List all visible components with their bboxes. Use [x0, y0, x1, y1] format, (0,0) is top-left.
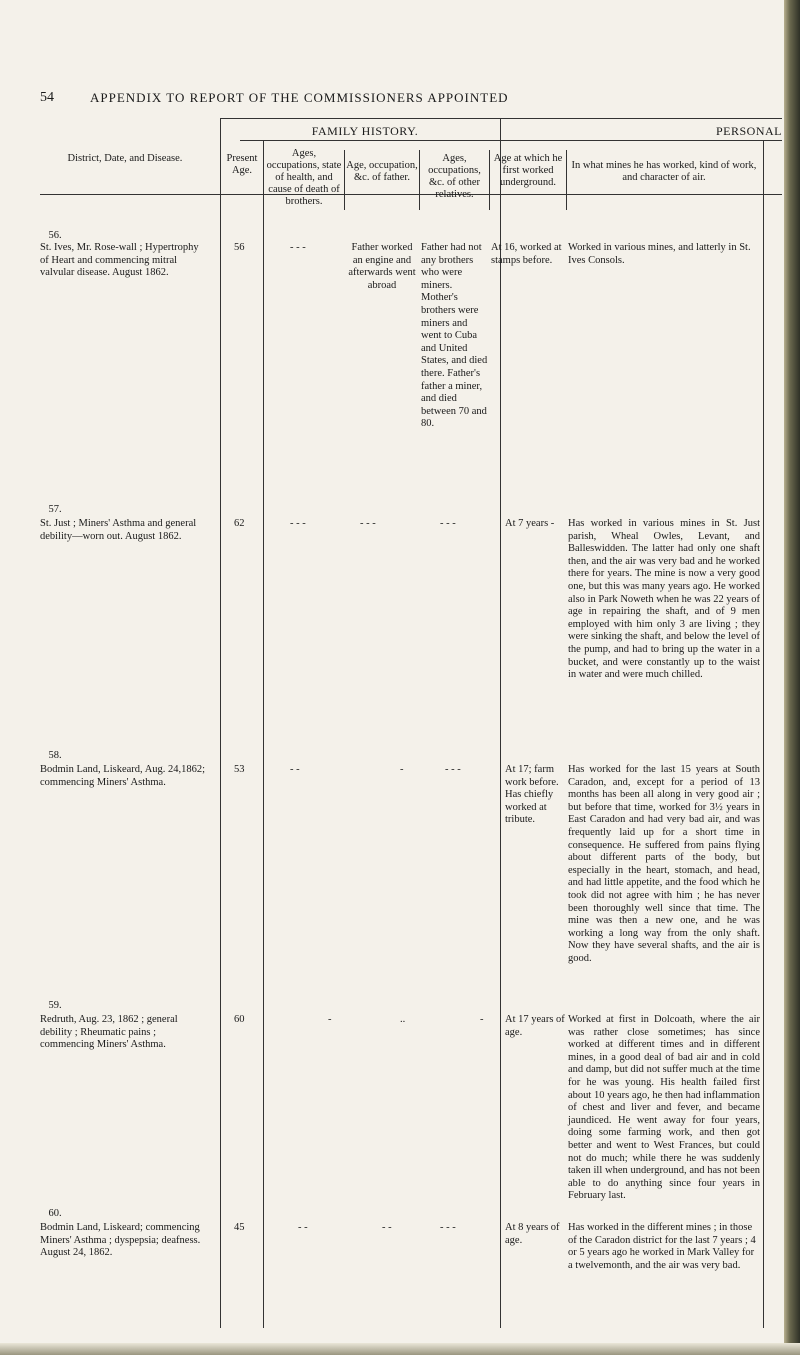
row-59-relatives: -	[480, 1014, 484, 1025]
rule-top	[220, 118, 782, 119]
row-56-mines: Worked in various mines, and latterly in St. Ives Consols.	[568, 242, 751, 266]
row-58-brothers: - -	[290, 764, 300, 775]
rule-group	[240, 140, 782, 141]
row-56-number: 56.	[48, 230, 62, 241]
row-58-father: -	[400, 764, 404, 775]
row-57-relatives: - - -	[440, 518, 456, 529]
row-59-father: ..	[400, 1014, 406, 1025]
row-59-age-first: At 17 years of age.	[505, 1014, 565, 1038]
rule-col-5	[489, 150, 490, 210]
running-head: APPENDIX TO REPORT OF THE COMMISSIONERS APPOINTED	[90, 90, 509, 105]
col-header-father: Age, occupation, &c. of father.	[346, 160, 418, 183]
row-57-brothers: - - -	[290, 518, 306, 529]
row-57-age-first: At 7 years -	[505, 518, 555, 529]
row-56-district: St. Ives, Mr. Rose-wall ; Hypertrophy of Heart and commencing mitral valvular disease. August 1862.	[40, 242, 199, 279]
row-59-brothers: -	[328, 1014, 332, 1025]
row-60-mines: Has worked in the different mines ; in those of the Caradon district for the last 7 years ; 4 or 5 years ago he worked in Mark Valley for a twelvemonth, and the air was very bad.	[568, 1222, 756, 1271]
col-header-age-first: Age at which he first worked underground.	[493, 153, 563, 188]
col-header-district: District, Date, and Disease.	[67, 153, 183, 164]
row-59-age: 60	[234, 1014, 245, 1025]
row-57-age: 62	[234, 518, 245, 529]
row-58-mines: Has worked for the last 15 years at South Caradon, and, except for a period of 13 months has been all along in very good air ; but before that time, worked for 3½ years in East Caradon and had very bad air, and was frequently laid up for a short time in consequence. He suffered from pains flying about different parts of the body, but especially in the heart, stomach, and head, and had little appetite, and the food which he took did not agree with him ; he has never been thoroughly well since that time. The mine was then a new one, and he was working a long way from the only shaft. Now they have several shafts, and the air is good.	[568, 764, 760, 964]
row-56-relatives: Father had not any brothers who were miners. Mother's brothers were miners and went to Cuba and United States, and died there. Father's father a miner, and died between 70 and 80.	[421, 242, 488, 430]
row-58-age-first: At 17; farm work before. Has chiefly worked at tribute.	[505, 764, 559, 826]
col-header-relatives: Ages, occupations, &c. of other relatives.	[428, 153, 481, 200]
row-60-number: 60.	[48, 1208, 62, 1219]
row-57-mines: Has worked in various mines in St. Just parish, Wheal Owles, Levant, and Balleswidden. The latter had only one shaft then, and the air was very bad and he worked there for years. The mine is now a very good one, but this was many years ago. He worked also in Park Noweth when he was 22 years of age in repairing the shaft, and of 9 men employed with him only 3 are living ; they were sinking the shaft, and below the level of the pump, and had to bring up the water in a bucket, and were constantly up to the waist in water and were much chilled.	[568, 518, 760, 681]
rule-col-2	[263, 140, 264, 1328]
rule-col-3	[344, 150, 345, 210]
group-header-personal: PERSONAL	[715, 124, 782, 138]
row-60-brothers: - -	[298, 1222, 308, 1233]
row-60-relatives: - - -	[440, 1222, 456, 1233]
col-header-brothers: Ages, occupations, state of health, and cause of death of brothers.	[266, 148, 342, 207]
row-60-age-first: At 8 years of age.	[505, 1222, 560, 1246]
group-header-family: FAMILY HISTORY.	[311, 124, 419, 138]
rule-col-1	[220, 118, 221, 1328]
page-edge-shadow	[784, 0, 800, 1355]
rule-col-8	[763, 140, 764, 1328]
rule-col-4	[419, 150, 420, 210]
row-58-age: 53	[234, 764, 245, 775]
col-header-present-age: Present Age.	[226, 153, 258, 176]
row-56-age: 56	[234, 242, 245, 253]
col-header-mines: In what mines he has worked, kind of work, and character of air.	[571, 160, 757, 183]
row-58-relatives: - - -	[445, 764, 461, 775]
rule-col-6	[500, 118, 501, 1328]
row-59-mines: Worked at first in Dolcoath, where the air was rather close sometimes; has since worked at different times and in different mines, in a good deal of bad air and in cold and damp, but did not suffer much at the time for he was young. His health failed first about 10 years ago, he then had inflammation of chest and liver and fever, and became jaundiced. He went away for four years, doing some farming work, and then got better and went to West Frances, but could not do much; while there he was suddenly taken ill when underground, and has not been able to do anything since four years in February last.	[568, 1014, 760, 1202]
row-57-district: St. Just ; Miners' Asthma and general debility—worn out. August 1862.	[40, 518, 197, 542]
row-60-age: 45	[234, 1222, 245, 1233]
row-58-number: 58.	[48, 750, 62, 761]
row-60-district: Bodmin Land, Liskeard; commencing Miners' Asthma ; dyspepsia; deafness. August 24, 1862.	[40, 1222, 201, 1259]
rule-col-7	[566, 150, 567, 210]
rule-header-bottom	[40, 194, 782, 195]
row-56-brothers: - - -	[290, 242, 306, 253]
row-60-father: - -	[382, 1222, 392, 1233]
row-56-father: Father worked an engine and afterwards went abroad	[348, 242, 416, 291]
row-58-district: Bodmin Land, Liskeard, Aug. 24,1862; commencing Miners' Asthma.	[40, 764, 206, 788]
row-59-number: 59.	[48, 1000, 62, 1011]
row-57-father: - - -	[360, 518, 376, 529]
page-bottom-edge	[0, 1343, 800, 1355]
row-59-district: Redruth, Aug. 23, 1862 ; general debility ; Rheumatic pains ; commencing Miners' Asthma.	[40, 1014, 178, 1051]
row-56-age-first: At 16, worked at stamps before.	[491, 242, 562, 266]
page-number: 54	[40, 90, 54, 105]
row-57-number: 57.	[48, 504, 62, 515]
